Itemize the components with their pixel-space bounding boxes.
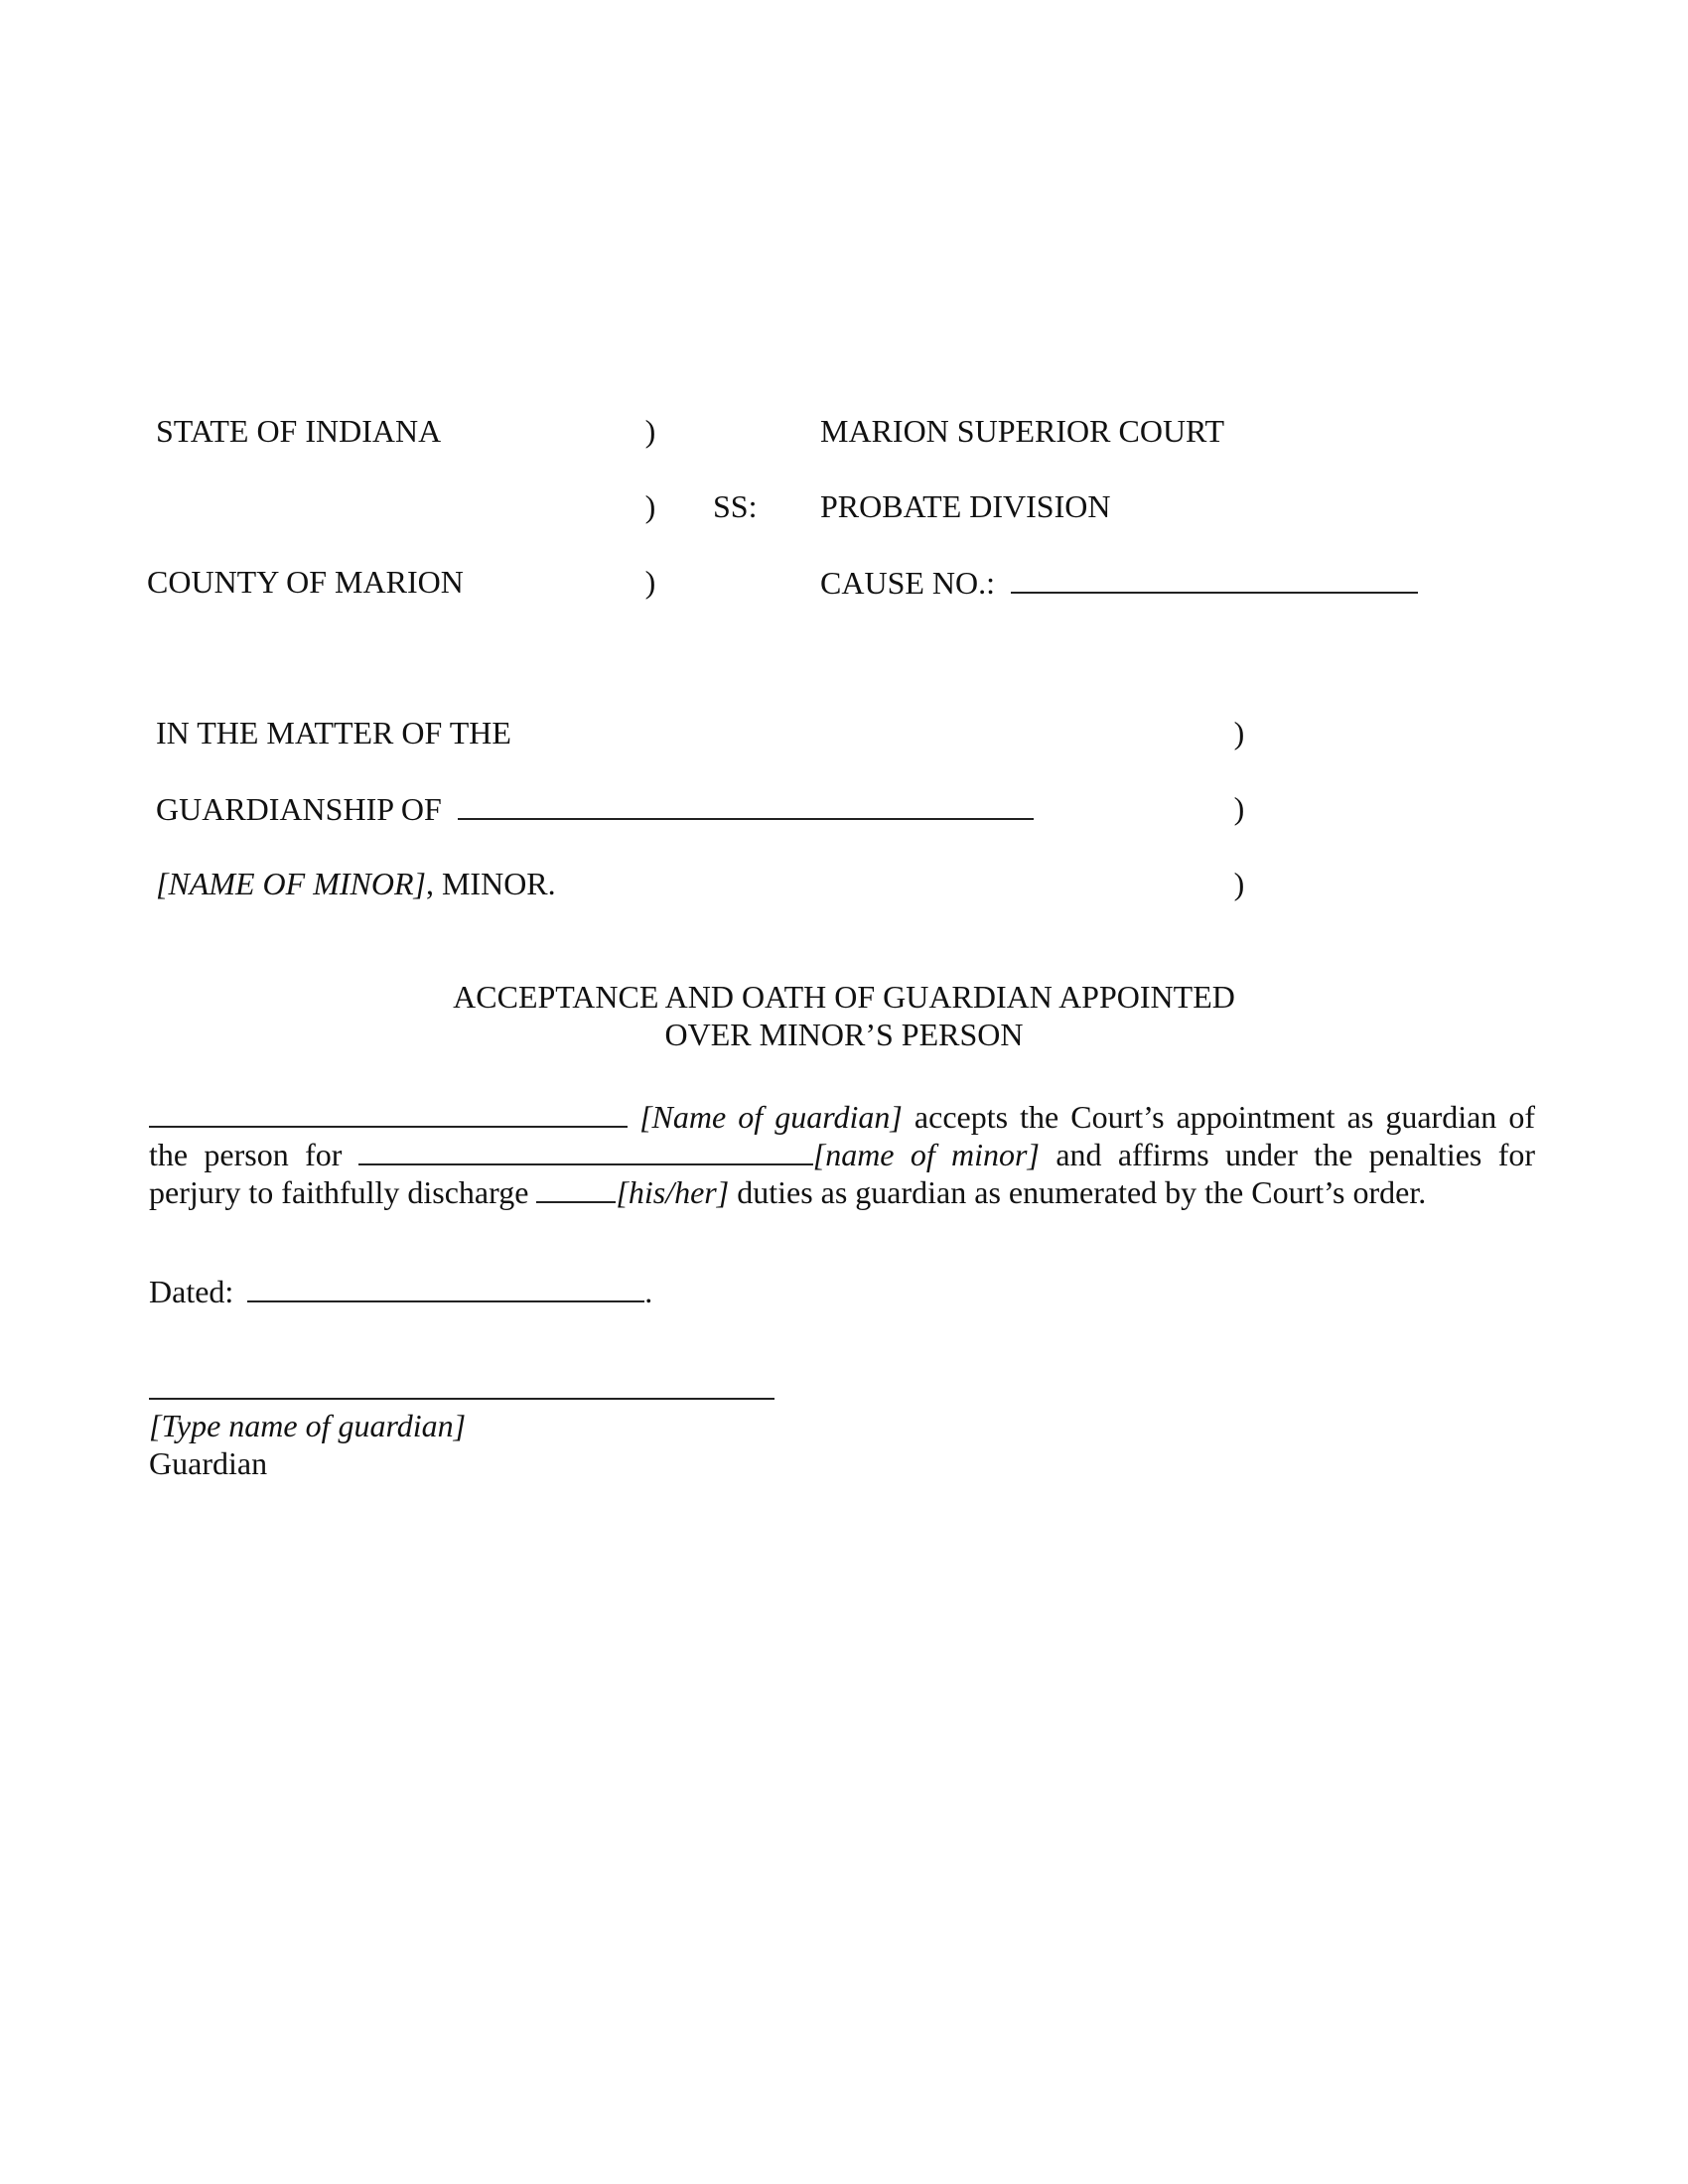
caption-paren-3: ) xyxy=(644,564,656,600)
matter-line-1: IN THE MATTER OF THE xyxy=(156,715,511,751)
dated-label: Dated: xyxy=(149,1274,234,1309)
guardianship-row xyxy=(156,788,1034,829)
cause-number-row xyxy=(820,562,1418,603)
court-name: MARION SUPERIOR COURT xyxy=(820,413,1225,449)
cause-number-field[interactable] xyxy=(1011,562,1418,594)
state-label: STATE OF INDIANA xyxy=(156,413,442,449)
minor-placeholder: [name of minor] xyxy=(812,1137,1040,1172)
guardian-name-typed: [Type name of guardian] xyxy=(149,1408,467,1443)
guardian-name-placeholder: [Name of guardian] xyxy=(639,1099,903,1135)
signature-line[interactable] xyxy=(149,1398,774,1400)
oath-text-3: and affirms under the penalties for xyxy=(1055,1137,1536,1172)
oath-text-4: perjury to faithfully discharge xyxy=(149,1174,529,1210)
caption-paren-2: ) xyxy=(644,488,656,524)
date-field[interactable] xyxy=(247,1271,644,1302)
dated-row xyxy=(149,1271,652,1311)
document-title-line-2: OVER MINOR’S PERSON xyxy=(664,1017,1024,1052)
minor-name-field[interactable] xyxy=(358,1134,813,1165)
guardian-role: Guardian xyxy=(149,1445,268,1481)
oath-text-2: the person for xyxy=(149,1137,343,1172)
oath-text-5: duties as guardian as enumerated by the Court’s order. xyxy=(737,1174,1427,1210)
minor-name-placeholder: [NAME OF MINOR] xyxy=(156,866,426,901)
document-title-line-1: ACCEPTANCE AND OATH OF GUARDIAN APPOINTED xyxy=(453,979,1235,1015)
oath-line-3 xyxy=(149,1171,1535,1209)
dated-period: . xyxy=(644,1274,653,1309)
oath-line-2 xyxy=(149,1134,1535,1171)
division-name: PROBATE DIVISION xyxy=(820,488,1111,524)
pronoun-field[interactable] xyxy=(536,1171,616,1203)
cause-number-label: CAUSE NO.: xyxy=(820,565,996,601)
oath-text-1: accepts the Court’s appointment as guardian of xyxy=(914,1099,1536,1135)
minor-suffix: , MINOR. xyxy=(425,866,556,901)
guardianship-name-field[interactable] xyxy=(458,788,1034,820)
ss-label: SS: xyxy=(713,488,758,524)
guardianship-label: GUARDIANSHIP OF xyxy=(156,791,442,827)
county-label: COUNTY OF MARION xyxy=(147,564,464,600)
guardian-name-field[interactable] xyxy=(149,1096,628,1128)
matter-paren-2: ) xyxy=(1233,790,1245,826)
oath-paragraph xyxy=(149,1096,1535,1209)
caption-paren-1: ) xyxy=(644,413,656,449)
minor-row xyxy=(156,864,556,903)
pronoun-placeholder: [his/her] xyxy=(616,1174,730,1210)
matter-paren-3: ) xyxy=(1233,866,1245,901)
matter-paren-1: ) xyxy=(1233,715,1245,751)
oath-line-1 xyxy=(149,1096,1535,1134)
